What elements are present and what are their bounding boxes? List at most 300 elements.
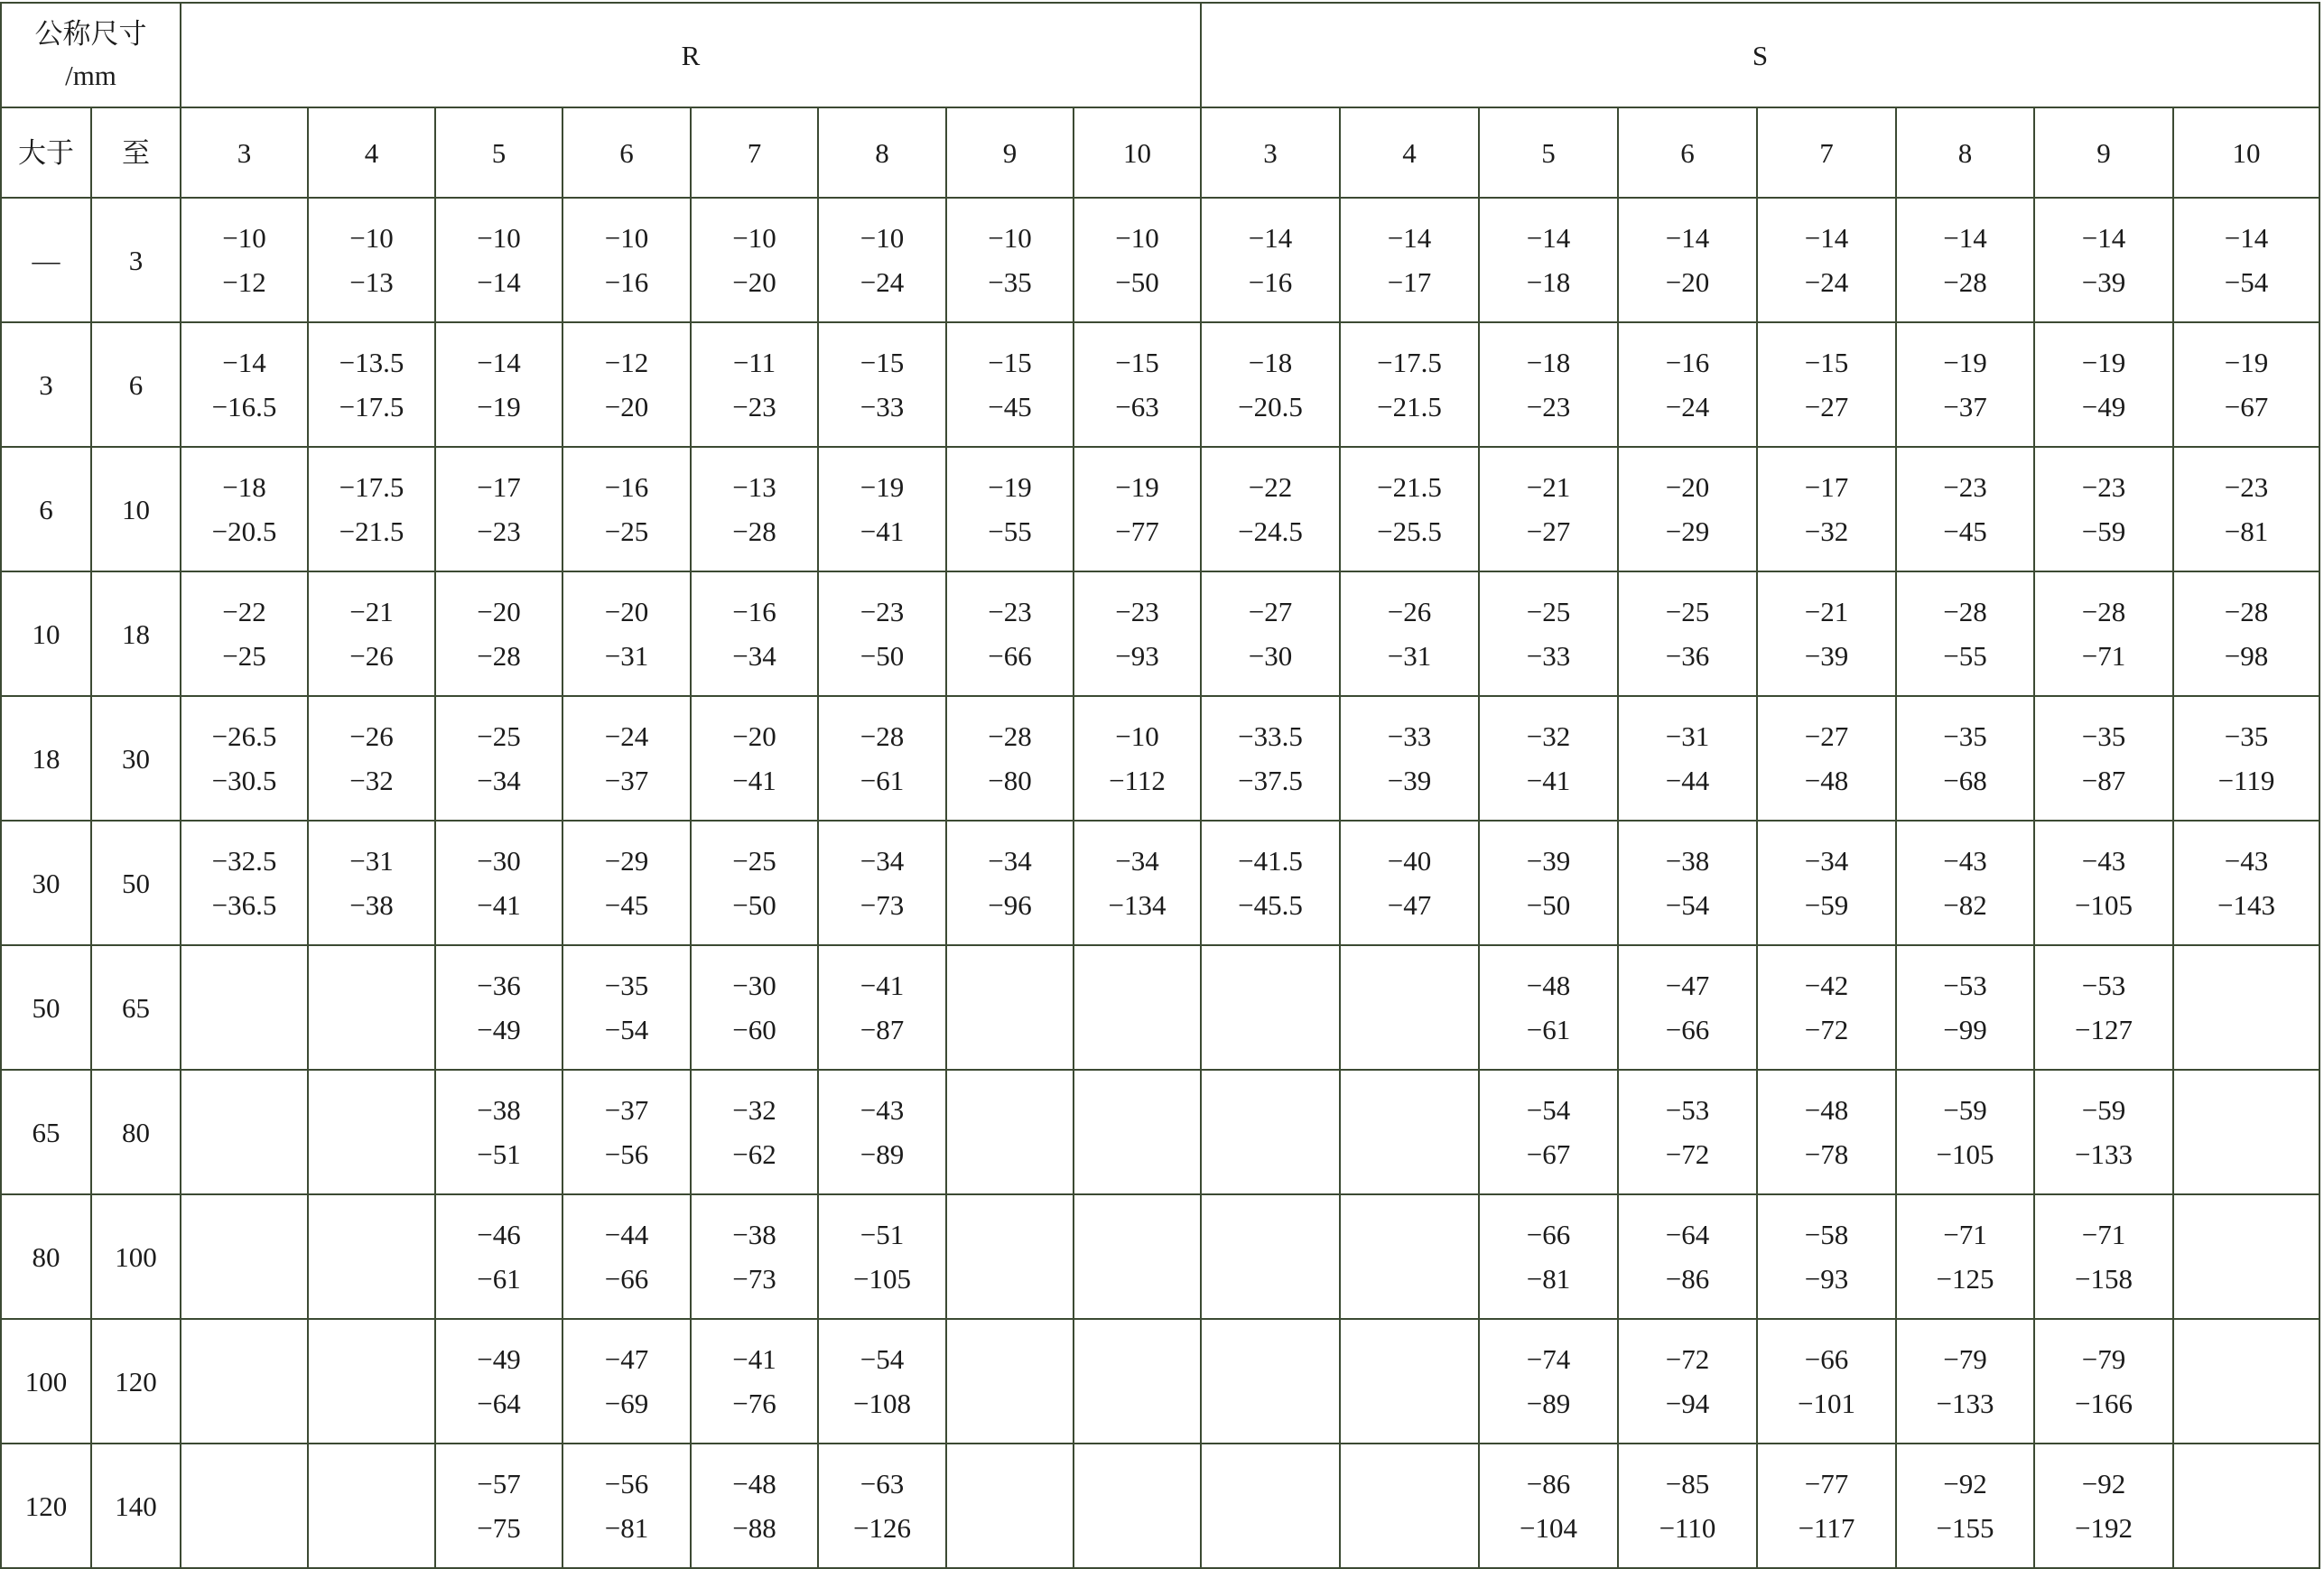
deviation-cell-r <box>1074 1194 1201 1319</box>
upper-deviation: −92 <box>1943 1468 1987 1499</box>
upper-deviation: −36 <box>477 970 521 1001</box>
upper-deviation: −40 <box>1387 845 1432 877</box>
lower-deviation: −88 <box>732 1512 776 1544</box>
deviation-cell-r <box>818 322 946 447</box>
upper-deviation: −18 <box>222 471 266 503</box>
lower-deviation: −87 <box>860 1014 905 1045</box>
deviation-cell-r <box>946 1444 1074 1568</box>
upper-deviation: −20 <box>477 596 521 627</box>
lower-deviation: −39 <box>1804 640 1849 672</box>
deviation-cell-r <box>1074 696 1201 821</box>
deviation-cell-s <box>2034 696 2173 821</box>
lower-deviation: −49 <box>477 1014 521 1045</box>
upper-deviation: −25 <box>732 845 776 877</box>
lower-deviation: −41 <box>732 765 776 796</box>
upper-deviation: −14 <box>222 347 266 378</box>
lower-deviation: −23 <box>477 515 521 547</box>
lower-deviation: −51 <box>477 1138 521 1170</box>
size-over-cell: 3 <box>1 322 91 447</box>
upper-deviation: −23 <box>860 596 905 627</box>
lower-deviation: −93 <box>1115 640 1159 672</box>
upper-deviation: −41 <box>732 1343 776 1375</box>
deviation-cell-s <box>2173 945 2319 1070</box>
lower-deviation: −25 <box>222 640 266 672</box>
lower-deviation: −89 <box>860 1138 905 1170</box>
deviation-cell-s <box>2034 571 2173 696</box>
lower-deviation: −31 <box>604 640 649 672</box>
upper-deviation: −10 <box>477 222 521 254</box>
size-to-cell: 80 <box>91 1070 181 1194</box>
deviation-cell-r <box>946 198 1074 322</box>
deviation-cell-r <box>435 447 562 571</box>
upper-deviation: −26.5 <box>211 720 277 752</box>
deviation-cell-s <box>1201 1070 1340 1194</box>
deviation-cell-r <box>946 1070 1074 1194</box>
upper-deviation: −32 <box>732 1094 776 1126</box>
size-over-cell: 120 <box>1 1444 91 1568</box>
lower-deviation: −86 <box>1665 1263 1710 1295</box>
lower-deviation: −133 <box>1936 1388 1994 1419</box>
table-row <box>1 322 2319 447</box>
deviation-cell-r <box>818 1194 946 1319</box>
lower-deviation: −62 <box>732 1138 776 1170</box>
lower-deviation: −28 <box>732 515 776 547</box>
lower-deviation: −45 <box>1943 515 1987 547</box>
deviation-cell-r <box>818 696 946 821</box>
deviation-cell-r <box>1074 1444 1201 1568</box>
upper-deviation: −26 <box>1387 596 1432 627</box>
grade-header-s-3: 3 <box>1201 107 1340 198</box>
deviation-cell-s <box>1618 821 1757 945</box>
lower-deviation: −37.5 <box>1238 765 1303 796</box>
upper-deviation: −53 <box>1943 970 1987 1001</box>
upper-deviation: −17.5 <box>1377 347 1442 378</box>
deviation-cell-s <box>1757 322 1896 447</box>
upper-deviation: −74 <box>1526 1343 1571 1375</box>
deviation-cell-r <box>691 1194 818 1319</box>
deviation-cell-s <box>2173 198 2319 322</box>
lower-deviation: −55 <box>1943 640 1987 672</box>
deviation-cell-r <box>562 696 691 821</box>
lower-deviation: −134 <box>1108 889 1167 921</box>
deviation-cell-r <box>818 821 946 945</box>
upper-deviation: −44 <box>604 1219 649 1250</box>
size-to-cell: 30 <box>91 696 181 821</box>
upper-deviation: −17.5 <box>339 471 404 503</box>
deviation-cell-r <box>691 821 818 945</box>
upper-deviation: −16 <box>604 471 649 503</box>
lower-deviation: −125 <box>1936 1263 1994 1295</box>
deviation-cell-r <box>1074 821 1201 945</box>
deviation-cell-r <box>562 571 691 696</box>
lower-deviation: −49 <box>2081 391 2126 422</box>
lower-deviation: −155 <box>1936 1512 1994 1544</box>
upper-deviation: −14 <box>1804 222 1849 254</box>
lower-deviation: −77 <box>1115 515 1159 547</box>
upper-deviation: −32 <box>1526 720 1571 752</box>
lower-deviation: −105 <box>853 1263 911 1295</box>
upper-deviation: −28 <box>860 720 905 752</box>
grade-header-s-10: 10 <box>2173 107 2319 198</box>
upper-deviation: −22 <box>1248 471 1293 503</box>
deviation-cell-r <box>1074 322 1201 447</box>
upper-deviation: −10 <box>1115 720 1159 752</box>
deviation-cell-r <box>181 1444 308 1568</box>
deviation-cell-s <box>1340 1070 1479 1194</box>
deviation-cell-s <box>1896 1194 2034 1319</box>
deviation-cell-s <box>1618 945 1757 1070</box>
upper-deviation: −18 <box>1248 347 1293 378</box>
header-row-groups <box>1 3 2319 107</box>
upper-deviation: −59 <box>1943 1094 1987 1126</box>
deviation-cell-s <box>1340 1319 1479 1444</box>
lower-deviation: −24 <box>1665 391 1710 422</box>
upper-deviation: −34 <box>860 845 905 877</box>
deviation-cell-s <box>1340 322 1479 447</box>
lower-deviation: −13 <box>349 266 394 298</box>
deviation-cell-s <box>1896 571 2034 696</box>
upper-deviation: −10 <box>988 222 1032 254</box>
deviation-cell-r <box>818 1070 946 1194</box>
upper-deviation: −35 <box>2224 720 2269 752</box>
deviation-cell-s <box>1618 1070 1757 1194</box>
deviation-cell-s <box>1340 571 1479 696</box>
upper-deviation: −41.5 <box>1238 845 1303 877</box>
lower-deviation: −37 <box>1943 391 1987 422</box>
size-over-cell: 100 <box>1 1319 91 1444</box>
deviation-cell-s <box>1201 1319 1340 1444</box>
lower-deviation: −14 <box>477 266 521 298</box>
lower-deviation: −47 <box>1387 889 1432 921</box>
lower-deviation: −20 <box>1665 266 1710 298</box>
deviation-cell-r <box>435 1319 562 1444</box>
deviation-cell-r <box>308 1444 435 1568</box>
lower-deviation: −166 <box>2075 1388 2133 1419</box>
deviation-cell-r <box>691 198 818 322</box>
deviation-cell-s <box>1896 447 2034 571</box>
lower-deviation: −33 <box>860 391 905 422</box>
lower-deviation: −36.5 <box>211 889 277 921</box>
deviation-cell-s <box>1340 198 1479 322</box>
deviation-cell-s <box>1479 821 1618 945</box>
deviation-cell-r <box>181 1194 308 1319</box>
deviation-cell-s <box>2173 1444 2319 1568</box>
upper-deviation: −47 <box>1665 970 1710 1001</box>
size-to-cell: 3 <box>91 198 181 322</box>
lower-deviation: −72 <box>1665 1138 1710 1170</box>
upper-deviation: −13 <box>732 471 776 503</box>
lower-deviation: −72 <box>1804 1014 1849 1045</box>
deviation-cell-s <box>1896 322 2034 447</box>
deviation-cell-s <box>1479 322 1618 447</box>
lower-deviation: −75 <box>477 1512 521 1544</box>
upper-deviation: −30 <box>732 970 776 1001</box>
lower-deviation: −23 <box>1526 391 1571 422</box>
lower-deviation: −89 <box>1526 1388 1571 1419</box>
tolerance-table <box>0 2 2320 1569</box>
deviation-cell-r <box>946 447 1074 571</box>
lower-deviation: −80 <box>988 765 1032 796</box>
deviation-cell-r <box>181 1319 308 1444</box>
deviation-cell-r <box>308 821 435 945</box>
table-row <box>1 1070 2319 1194</box>
table-row <box>1 1194 2319 1319</box>
lower-deviation: −81 <box>2224 515 2269 547</box>
lower-deviation: −104 <box>1520 1512 1577 1544</box>
lower-deviation: −63 <box>1115 391 1159 422</box>
upper-deviation: −22 <box>222 596 266 627</box>
lower-deviation: −41 <box>1526 765 1571 796</box>
deviation-cell-r <box>562 945 691 1070</box>
lower-deviation: −19 <box>477 391 521 422</box>
deviation-cell-s <box>1757 1194 1896 1319</box>
deviation-cell-r <box>308 1319 435 1444</box>
deviation-cell-r <box>691 696 818 821</box>
deviation-cell-s <box>2173 1319 2319 1444</box>
deviation-cell-s <box>1340 1194 1479 1319</box>
deviation-cell-s <box>1896 1070 2034 1194</box>
lower-deviation: −54 <box>604 1014 649 1045</box>
lower-deviation: −16 <box>604 266 649 298</box>
upper-deviation: −59 <box>2081 1094 2126 1126</box>
deviation-cell-s <box>1340 1444 1479 1568</box>
lower-deviation: −50 <box>1115 266 1159 298</box>
upper-deviation: −14 <box>1665 222 1710 254</box>
upper-deviation: −19 <box>1943 347 1987 378</box>
deviation-cell-s <box>1896 1319 2034 1444</box>
size-over-cell: 6 <box>1 447 91 571</box>
deviation-cell-r <box>562 322 691 447</box>
nominal-size-header <box>1 3 181 107</box>
lower-deviation: −67 <box>2224 391 2269 422</box>
upper-deviation: −16 <box>1665 347 1710 378</box>
lower-deviation: −71 <box>2081 640 2126 672</box>
deviation-cell-r <box>181 198 308 322</box>
deviation-cell-s <box>1896 821 2034 945</box>
deviation-cell-r <box>181 322 308 447</box>
upper-deviation: −71 <box>1943 1219 1987 1250</box>
size-to-cell: 50 <box>91 821 181 945</box>
deviation-cell-s <box>1201 322 1340 447</box>
lower-deviation: −119 <box>2217 765 2275 796</box>
upper-deviation: −31 <box>1665 720 1710 752</box>
deviation-cell-s <box>1896 945 2034 1070</box>
deviation-cell-s <box>2173 447 2319 571</box>
deviation-cell-s <box>1757 1070 1896 1194</box>
table-row <box>1 821 2319 945</box>
upper-deviation: −30 <box>477 845 521 877</box>
deviation-cell-s <box>2034 1319 2173 1444</box>
upper-deviation: −23 <box>1943 471 1987 503</box>
grade-header-r-5: 5 <box>435 107 562 198</box>
lower-deviation: −78 <box>1804 1138 1849 1170</box>
over-header: 大于 <box>1 107 91 198</box>
lower-deviation: −28 <box>477 640 521 672</box>
deviation-cell-r <box>181 821 308 945</box>
lower-deviation: −133 <box>2075 1138 2133 1170</box>
upper-deviation: −79 <box>2081 1343 2126 1375</box>
upper-deviation: −46 <box>477 1219 521 1250</box>
deviation-cell-r <box>818 1444 946 1568</box>
upper-deviation: −35 <box>2081 720 2126 752</box>
size-over-cell: 65 <box>1 1070 91 1194</box>
deviation-cell-s <box>1201 198 1340 322</box>
lower-deviation: −110 <box>1659 1512 1716 1544</box>
lower-deviation: −61 <box>860 765 905 796</box>
size-over-cell: 18 <box>1 696 91 821</box>
lower-deviation: −21.5 <box>1377 391 1442 422</box>
deviation-cell-r <box>946 945 1074 1070</box>
upper-deviation: −28 <box>1943 596 1987 627</box>
deviation-cell-s <box>1757 945 1896 1070</box>
upper-deviation: −19 <box>988 471 1032 503</box>
upper-deviation: −17 <box>477 471 521 503</box>
deviation-cell-r <box>818 1319 946 1444</box>
upper-deviation: −29 <box>604 845 649 877</box>
lower-deviation: −20 <box>604 391 649 422</box>
deviation-cell-s <box>1618 571 1757 696</box>
deviation-cell-s <box>2034 198 2173 322</box>
lower-deviation: −101 <box>1798 1388 1855 1419</box>
upper-deviation: −14 <box>2224 222 2269 254</box>
deviation-cell-r <box>562 447 691 571</box>
deviation-cell-s <box>1479 1070 1618 1194</box>
upper-deviation: −43 <box>2081 845 2126 877</box>
deviation-cell-s <box>1618 1194 1757 1319</box>
deviation-cell-s <box>2173 571 2319 696</box>
deviation-cell-r <box>435 322 562 447</box>
lower-deviation: −20 <box>732 266 776 298</box>
size-over-cell: 10 <box>1 571 91 696</box>
upper-deviation: −35 <box>604 970 649 1001</box>
lower-deviation: −117 <box>1798 1512 1855 1544</box>
lower-deviation: −20.5 <box>1238 391 1303 422</box>
upper-deviation: −38 <box>1665 845 1710 877</box>
lower-deviation: −99 <box>1943 1014 1987 1045</box>
upper-deviation: −14 <box>1248 222 1293 254</box>
upper-deviation: −92 <box>2081 1468 2126 1499</box>
size-to-cell: 10 <box>91 447 181 571</box>
upper-deviation: −33.5 <box>1238 720 1303 752</box>
lower-deviation: −27 <box>1804 391 1849 422</box>
upper-deviation: −48 <box>1526 970 1571 1001</box>
table-row <box>1 1319 2319 1444</box>
lower-deviation: −126 <box>853 1512 911 1544</box>
lower-deviation: −158 <box>2075 1263 2133 1295</box>
upper-deviation: −53 <box>1665 1094 1710 1126</box>
upper-deviation: −10 <box>732 222 776 254</box>
upper-deviation: −34 <box>1115 845 1159 877</box>
size-over-cell: — <box>1 198 91 322</box>
upper-deviation: −17 <box>1804 471 1849 503</box>
upper-deviation: −20 <box>732 720 776 752</box>
deviation-cell-s <box>1479 1319 1618 1444</box>
deviation-cell-s <box>1757 821 1896 945</box>
upper-deviation: −25 <box>1526 596 1571 627</box>
deviation-cell-s <box>1479 447 1618 571</box>
lower-deviation: −16.5 <box>211 391 277 422</box>
lower-deviation: −82 <box>1943 889 1987 921</box>
upper-deviation: −24 <box>604 720 649 752</box>
grade-header-s-5: 5 <box>1479 107 1618 198</box>
upper-deviation: −21 <box>1804 596 1849 627</box>
upper-deviation: −11 <box>732 347 776 378</box>
lower-deviation: −34 <box>477 765 521 796</box>
lower-deviation: −45.5 <box>1238 889 1303 921</box>
grade-header-s-9: 9 <box>2034 107 2173 198</box>
deviation-cell-r <box>435 1194 562 1319</box>
lower-deviation: −33 <box>1526 640 1571 672</box>
lower-deviation: −105 <box>2075 889 2133 921</box>
deviation-cell-r <box>308 198 435 322</box>
upper-deviation: −71 <box>2081 1219 2126 1250</box>
lower-deviation: −24 <box>1804 266 1849 298</box>
deviation-cell-r <box>946 821 1074 945</box>
upper-deviation: −19 <box>2224 347 2269 378</box>
table-row <box>1 696 2319 821</box>
deviation-cell-s <box>1479 1194 1618 1319</box>
upper-deviation: −21 <box>349 596 394 627</box>
lower-deviation: −45 <box>988 391 1032 422</box>
deviation-cell-r <box>562 821 691 945</box>
upper-deviation: −86 <box>1526 1468 1571 1499</box>
lower-deviation: −60 <box>732 1014 776 1045</box>
deviation-cell-r <box>818 447 946 571</box>
upper-deviation: −37 <box>604 1094 649 1126</box>
lower-deviation: −112 <box>1109 765 1166 796</box>
upper-deviation: −15 <box>988 347 1032 378</box>
upper-deviation: −34 <box>1804 845 1849 877</box>
deviation-cell-r <box>691 322 818 447</box>
upper-deviation: −21 <box>1526 471 1571 503</box>
deviation-cell-r <box>308 322 435 447</box>
grade-header-s-4: 4 <box>1340 107 1479 198</box>
lower-deviation: −69 <box>604 1388 649 1419</box>
lower-deviation: −81 <box>604 1512 649 1544</box>
upper-deviation: −57 <box>477 1468 521 1499</box>
upper-deviation: −23 <box>2081 471 2126 503</box>
lower-deviation: −48 <box>1804 765 1849 796</box>
deviation-cell-r <box>691 447 818 571</box>
deviation-cell-r <box>1074 1070 1201 1194</box>
deviation-cell-r <box>946 571 1074 696</box>
upper-deviation: −15 <box>860 347 905 378</box>
lower-deviation: −66 <box>988 640 1032 672</box>
upper-deviation: −85 <box>1665 1468 1710 1499</box>
to-header: 至 <box>91 107 181 198</box>
upper-deviation: −51 <box>860 1219 905 1250</box>
table-row <box>1 447 2319 571</box>
upper-deviation: −27 <box>1804 720 1849 752</box>
lower-deviation: −64 <box>477 1388 521 1419</box>
upper-deviation: −43 <box>860 1094 905 1126</box>
deviation-cell-s <box>1757 571 1896 696</box>
upper-deviation: −39 <box>1526 845 1571 877</box>
deviation-cell-r <box>435 945 562 1070</box>
lower-deviation: −41 <box>477 889 521 921</box>
lower-deviation: −59 <box>2081 515 2126 547</box>
deviation-cell-s <box>2034 447 2173 571</box>
lower-deviation: −192 <box>2075 1512 2133 1544</box>
deviation-cell-s <box>1479 198 1618 322</box>
deviation-cell-s <box>1757 447 1896 571</box>
deviation-cell-r <box>308 696 435 821</box>
upper-deviation: −28 <box>2081 596 2126 627</box>
lower-deviation: −81 <box>1526 1263 1571 1295</box>
lower-deviation: −29 <box>1665 515 1710 547</box>
group-header-s: S <box>1201 3 2319 107</box>
size-to-cell: 120 <box>91 1319 181 1444</box>
